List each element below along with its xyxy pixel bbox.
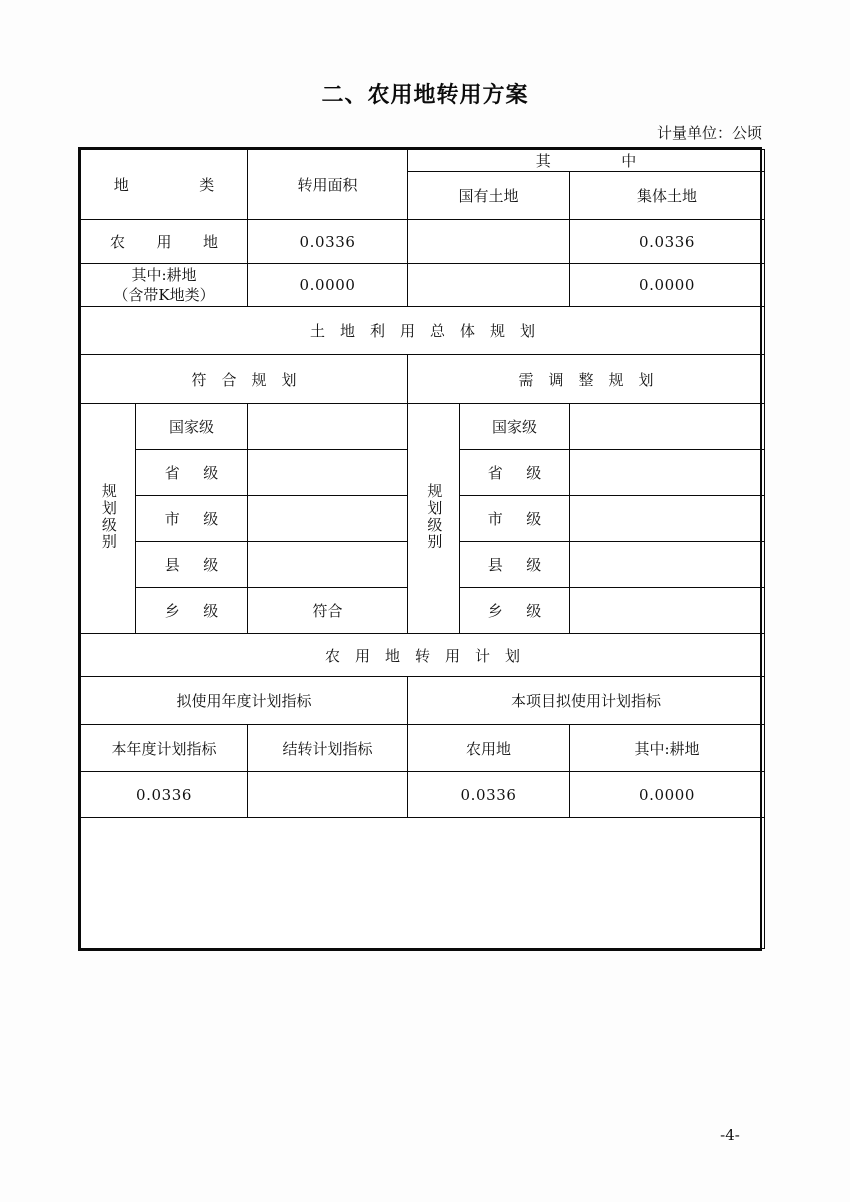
header-state-owned-land: 国有土地 <box>408 172 570 220</box>
level-name-conforming-provincial: 省 级 <box>136 450 248 496</box>
plan-level-row-national <box>81 404 765 450</box>
level-value-adjust-provincial <box>570 450 765 496</box>
level-value-adjust-county <box>570 542 765 588</box>
row-label-cultivated-line2: （含带K地类） <box>113 286 215 304</box>
level-value-conforming-provincial <box>248 450 408 496</box>
notes-cell <box>81 818 765 949</box>
section-conversion-plan <box>81 634 765 677</box>
conversion-plan-group-header <box>81 677 765 725</box>
level-value-adjust-municipal <box>570 496 765 542</box>
conversion-plan-values-row <box>81 772 765 818</box>
cell-cultivated-converted-area: 0.0000 <box>248 264 408 307</box>
level-value-conforming-municipal <box>248 496 408 542</box>
subsection-plan-conformance-row <box>81 355 765 404</box>
row-label-agricultural-land: 农 用 地 <box>81 220 248 264</box>
table-row-cultivated-land <box>81 264 765 307</box>
level-name-conforming-township: 乡 级 <box>136 588 248 634</box>
land-conversion-table <box>78 147 762 951</box>
column-header-agricultural-land: 农用地 <box>408 725 570 772</box>
level-name-conforming-county: 县 级 <box>136 542 248 588</box>
table-header-row-1 <box>81 150 765 172</box>
page-title: 二、农用地转用方案 <box>321 83 529 108</box>
level-value-adjust-national <box>570 404 765 450</box>
header-converted-area: 转用面积 <box>248 150 408 220</box>
cell-agricultural-converted-area: 0.0336 <box>248 220 408 264</box>
value-project-cultivated-land: 0.0000 <box>570 772 765 818</box>
section-title-overall-plan: 土 地 利 用 总 体 规 划 <box>81 307 765 355</box>
header-land-type: 地 类 <box>81 150 248 220</box>
level-label-conforming: 规划级别 <box>81 404 136 634</box>
section-overall-land-use-plan <box>81 307 765 355</box>
notes-row <box>81 818 765 949</box>
cell-cultivated-collective-owned: 0.0000 <box>570 264 765 307</box>
level-name-adjust-county: 县 级 <box>460 542 570 588</box>
level-name-adjust-provincial: 省 级 <box>460 450 570 496</box>
level-value-conforming-national <box>248 404 408 450</box>
level-name-conforming-national: 国家级 <box>136 404 248 450</box>
level-value-conforming-township: 符合 <box>248 588 408 634</box>
conversion-plan-column-header <box>81 725 765 772</box>
column-header-carryover-quota: 结转计划指标 <box>248 725 408 772</box>
group-header-project-quota: 本项目拟使用计划指标 <box>408 677 765 725</box>
cell-cultivated-state-owned <box>408 264 570 307</box>
header-of-which: 其 中 <box>408 150 765 172</box>
subsection-conforming-plan: 符 合 规 划 <box>81 355 408 404</box>
row-label-cultivated-line1: 其中:耕地 <box>131 265 197 284</box>
level-name-adjust-municipal: 市 级 <box>460 496 570 542</box>
value-project-agricultural-land: 0.0336 <box>408 772 570 818</box>
level-value-adjust-township <box>570 588 765 634</box>
group-header-annual-quota: 拟使用年度计划指标 <box>81 677 408 725</box>
header-collective-owned-land: 集体土地 <box>570 172 765 220</box>
value-current-year-quota: 0.0336 <box>81 772 248 818</box>
measurement-unit-label: 计量单位：公顷 <box>656 124 762 142</box>
level-value-conforming-county <box>248 542 408 588</box>
cell-agricultural-collective-owned: 0.0336 <box>570 220 765 264</box>
level-label-adjust: 规划级别 <box>408 404 460 634</box>
page-number: -4- <box>720 1126 740 1144</box>
column-header-current-year-quota: 本年度计划指标 <box>81 725 248 772</box>
row-label-cultivated-land <box>81 264 248 307</box>
subsection-adjust-plan: 需 调 整 规 划 <box>408 355 765 404</box>
section-title-conversion-plan: 农 用 地 转 用 计 划 <box>81 634 765 677</box>
table-row-agricultural-land <box>81 220 765 264</box>
column-header-of-which-cultivated: 其中:耕地 <box>570 725 765 772</box>
level-name-conforming-municipal: 市 级 <box>136 496 248 542</box>
value-carryover-quota <box>248 772 408 818</box>
cell-agricultural-state-owned <box>408 220 570 264</box>
level-name-adjust-township: 乡 级 <box>460 588 570 634</box>
level-name-adjust-national: 国家级 <box>460 404 570 450</box>
